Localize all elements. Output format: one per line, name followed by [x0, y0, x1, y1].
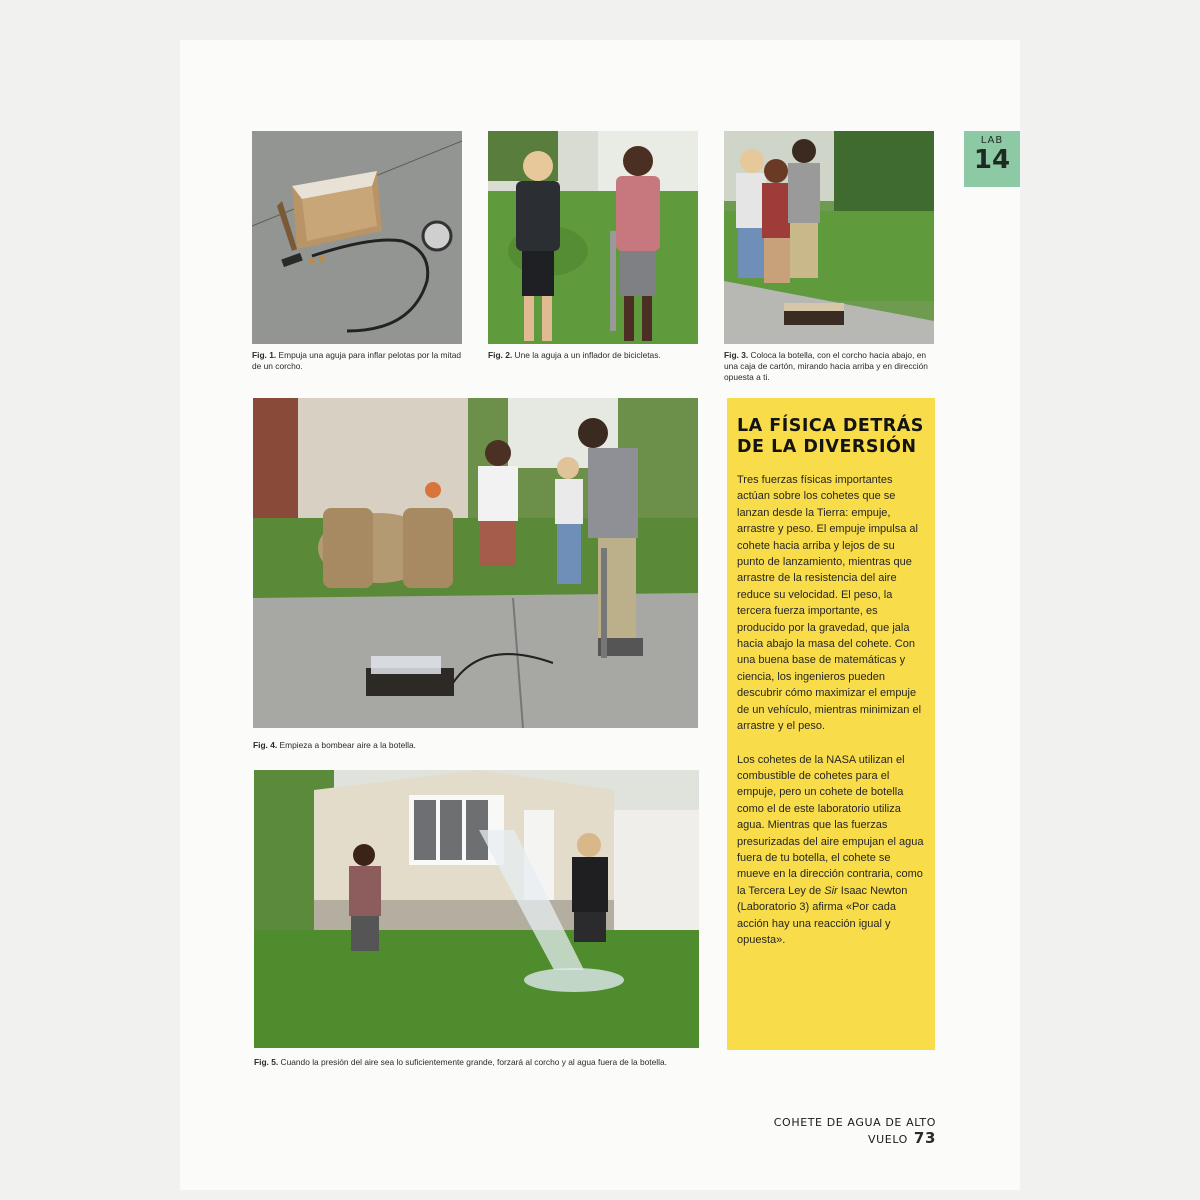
figure-2-caption: Fig. 2. Une la aguja a un inflador de bicicletas. — [488, 350, 661, 360]
figure-5-caption: Fig. 5. Cuando la presión del aire sea lo suficientemente grande, forzará al corcho y al agua fuera de la botella. — [254, 1057, 667, 1067]
figure-1-photo — [252, 131, 462, 344]
figure-4-caption: Fig. 4. Empieza a bombear aire a la botella. — [253, 740, 416, 750]
figure-4-photo — [253, 398, 698, 728]
sidebar-title — [737, 416, 925, 458]
sidebar-paragraph-1: Tres fuerzas físicas importantes actúan sobre los cohetes que se lanzan desde la Tierra: empuje, arrastre y peso. El empuje impulsa al cohete hacia arriba y lejos de su punto de lanzamiento, mientras que arrastre de la resistencia del aire reduce su velocidad. El peso, la tercera fuerza importante, es producido por la gravedad, que jala hacia abajo la masa del cohete. Con una buena base de matemáticas y ciencia, los ingenieros pueden descubrir cómo maximizar el empuje de un vehículo, mientras minimizan el arrastre y el peso. — [737, 474, 922, 733]
lab-word: LAB — [980, 135, 1004, 146]
lab-number: 14 — [973, 145, 1011, 175]
figure-1-caption: Fig. 1. Empuja una aguja para inflar pelotas por la mitad de un corcho. — [252, 350, 462, 371]
page-number: 73 — [913, 1129, 936, 1147]
physics-sidebar — [727, 398, 935, 1050]
footer-title: COHETE DE AGUA DE ALTO VUELO — [773, 1116, 936, 1146]
sidebar-title-line-1: LA FÍSICA DETRÁS — [737, 416, 924, 436]
figure-2-photo — [488, 131, 698, 344]
figure-3-caption: Fig. 3. Coloca la botella, con el corcho hacia abajo, en una caja de cartón, mirando hacia arriba y en dirección opuesta a ti. — [724, 350, 928, 382]
page-footer — [706, 1116, 936, 1147]
sidebar-paragraph-2: Los cohetes de la NASA utilizan el combustible de cohetes para el empuje, pero un cohete de botella como el de este laboratorio utiliza agua. Mientras que las fuerzas presurizadas del aire empujan el agua fuera de tu botella, el cohete se mueve en la dirección contraria, como la Tercera Ley de Sir Isaac Newton (Laboratorio 3) afirma «Por cada acción hay una reacción igual y opuesta». — [737, 753, 924, 946]
figure-3-photo — [724, 131, 934, 344]
lab-tab — [964, 131, 1020, 187]
sidebar-title-line-2: DE LA DIVERSIÓN — [737, 437, 917, 457]
figure-5-photo — [254, 770, 699, 1048]
